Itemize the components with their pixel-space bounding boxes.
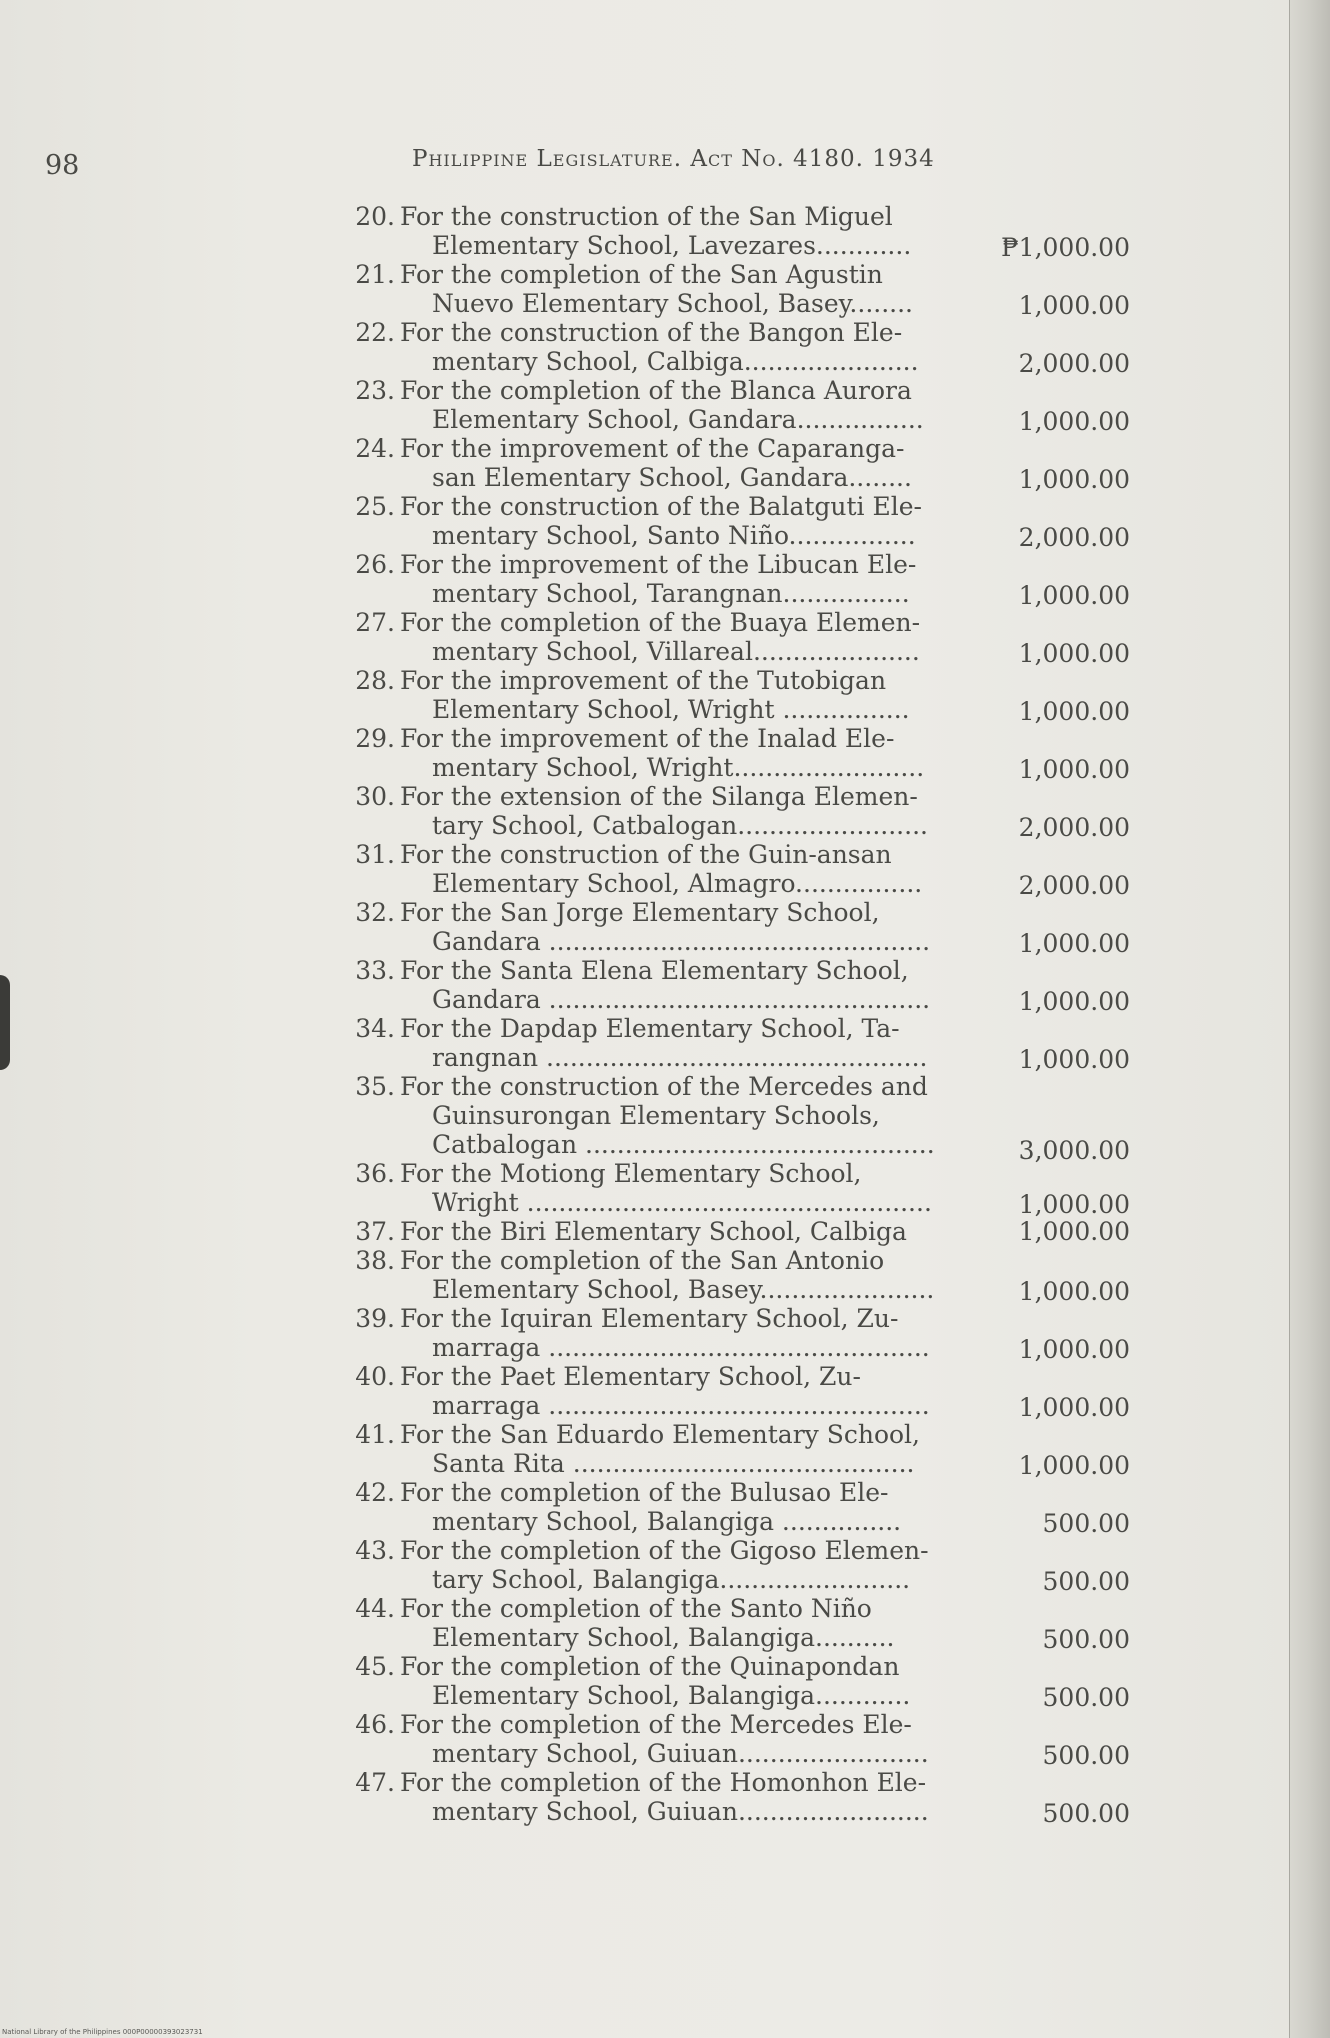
item-description-line: mentary School, Balangiga ............... [432,1507,902,1536]
item-amount: 1,000.00 [1018,1393,1130,1422]
item-amount: 1,000.00 [1018,929,1130,958]
item-amount: 500.00 [1042,1509,1130,1538]
item-description-line: For the completion of the Blanca Aurora [400,376,912,405]
item-description [400,1014,1270,1072]
item-description [400,492,1270,550]
item-description-line: For the extension of the Silanga Elemen- [400,782,918,811]
item-description [400,376,1270,434]
page-number: 98 [45,150,80,181]
item-description-line: Nuevo Elementary School, Basey........ [432,289,914,318]
scan-credit: National Library of the Philippines 000P00000393023731 [2,2028,203,2036]
item-number: 46. [355,1710,395,1739]
item-description [400,260,1270,318]
item-number: 47. [355,1768,395,1797]
item-amount: 1,000.00 [1018,1451,1130,1480]
item-description [400,1304,1270,1362]
item-number: 24. [355,434,395,463]
item-amount: 500.00 [1042,1567,1130,1596]
item-description-line: Gandara ................................................ [432,985,931,1014]
item-number: 44. [355,1594,395,1623]
item-amount: 1,000.00 [1018,639,1130,668]
item-number: 43. [355,1536,395,1565]
item-description [400,1652,1270,1710]
item-description-line: tary School, Catbalogan........................ [432,811,928,840]
item-description-line: For the construction of the Balatguti Ele- [400,492,922,521]
list-item [345,492,1130,550]
list-item [345,1362,1130,1420]
item-amount: 500.00 [1042,1741,1130,1770]
item-number: 39. [355,1304,395,1333]
item-description [400,1072,1270,1159]
item-amount: 500.00 [1042,1683,1130,1712]
item-description-line: Elementary School, Wright ................ [432,695,910,724]
item-description-line: Elementary School, Balangiga.......... [432,1623,895,1652]
list-item [345,956,1130,1014]
item-description-line: For the completion of the Santo Niño [400,1594,872,1623]
list-item [345,376,1130,434]
item-description [400,666,1270,724]
item-number: 41. [355,1420,395,1449]
item-description-line: For the completion of the Bulusao Ele- [400,1478,889,1507]
item-description-line: For the improvement of the Libucan Ele- [400,550,917,579]
item-description [400,1159,1270,1217]
item-description [400,434,1270,492]
item-description-line: Elementary School, Balangiga............ [432,1681,911,1710]
item-description-line: marraga ................................................ [432,1333,930,1362]
item-number: 33. [355,956,395,985]
item-number: 38. [355,1246,395,1275]
item-description [400,898,1270,956]
item-description-line: Guinsurongan Elementary Schools, [432,1101,880,1130]
list-item [345,318,1130,376]
item-description [400,1594,1270,1652]
item-number: 45. [355,1652,395,1681]
list-item [345,840,1130,898]
item-description-line: Elementary School, Gandara................ [432,405,924,434]
item-number: 35. [355,1072,395,1101]
item-description-line: Elementary School, Almagro................ [432,869,923,898]
list-item [345,1159,1130,1217]
item-number: 42. [355,1478,395,1507]
item-description [400,318,1270,376]
list-item [345,1768,1130,1826]
item-amount: 2,000.00 [1018,349,1130,378]
item-number: 22. [355,318,395,347]
item-description-line: mentary School, Calbiga...................... [432,347,919,376]
item-description [400,1217,1270,1246]
item-description-line: For the completion of the Buaya Elemen- [400,608,921,637]
item-amount: 1,000.00 [1018,407,1130,436]
item-amount: 2,000.00 [1018,523,1130,552]
item-description-line: tary School, Balangiga........................ [432,1565,911,1594]
item-amount: 1,000.00 [1018,1277,1130,1306]
item-number: 29. [355,724,395,753]
item-description [400,550,1270,608]
item-description-line: Elementary School, Lavezares............ [432,231,912,260]
item-description-line: For the improvement of the Tutobigan [400,666,887,695]
item-description-line: For the construction of the Guin-ansan [400,840,892,869]
list-item [345,1072,1130,1165]
item-description-line: For the construction of the Bangon Ele- [400,318,903,347]
scan-shadow-mark [0,975,10,1070]
list-item [345,782,1130,840]
list-item [345,1420,1130,1478]
item-number: 26. [355,550,395,579]
list-item [345,1014,1130,1072]
item-description [400,1768,1270,1826]
item-description [400,1710,1270,1768]
item-amount: 1,000.00 [1018,291,1130,320]
item-description-line: For the Iquiran Elementary School, Zu- [400,1304,899,1333]
item-description [400,608,1270,666]
item-description-line: Santa Rita ........................................... [432,1449,915,1478]
list-item [345,1478,1130,1536]
item-description [400,1420,1270,1478]
item-description-line: For the completion of the Gigoso Elemen- [400,1536,929,1565]
item-description [400,1536,1270,1594]
item-amount: 2,000.00 [1018,813,1130,842]
item-number: 25. [355,492,395,521]
item-description-line: For the completion of the Quinapondan [400,1652,900,1681]
list-item [345,1710,1130,1768]
item-description-line: mentary School, Villareal..................... [432,637,920,666]
list-item [345,1246,1130,1304]
item-description-line: For the Santa Elena Elementary School, [400,956,909,985]
item-description-line: For the completion of the San Agustin [400,260,883,289]
item-description-line: For the Motiong Elementary School, [400,1159,862,1188]
item-amount: 1,000.00 [1018,581,1130,610]
list-item [345,550,1130,608]
item-number: 27. [355,608,395,637]
item-number: 23. [355,376,395,405]
item-amount: 3,000.00 [1018,1136,1130,1165]
item-description [400,724,1270,782]
list-item [345,434,1130,492]
page-edge [1290,0,1330,2038]
item-description-line: mentary School, Santo Niño................ [432,521,916,550]
item-amount: 1,000.00 [1018,465,1130,494]
item-amount: 1,000.00 [1018,1335,1130,1364]
list-item [345,608,1130,666]
item-description-line: For the San Jorge Elementary School, [400,898,880,927]
item-description [400,1246,1270,1304]
item-number: 31. [355,840,395,869]
item-description-line: For the Biri Elementary School, Calbiga [400,1217,907,1246]
item-description-line: marraga ................................................ [432,1391,930,1420]
item-description-line: Gandara ................................................ [432,927,931,956]
list-item [345,202,1130,260]
item-amount: ₱1,000.00 [1001,233,1130,262]
item-description-line: For the improvement of the Caparanga- [400,434,905,463]
item-description-line: For the completion of the Homonhon Ele- [400,1768,927,1797]
running-head: Philippine Legislature. Act No. 4180. 1934 [412,146,935,172]
item-description-line: mentary School, Guiuan........................ [432,1797,929,1826]
list-item [345,724,1130,782]
item-amount: 1,000.00 [1018,755,1130,784]
item-number: 40. [355,1362,395,1391]
item-description-line: For the improvement of the Inalad Ele- [400,724,895,753]
item-description-line: For the construction of the Mercedes and [400,1072,928,1101]
item-amount: 1,000.00 [1018,1045,1130,1074]
list-item [345,1594,1130,1652]
item-description-line: san Elementary School, Gandara........ [432,463,912,492]
item-description-line: Catbalogan ............................................ [432,1130,935,1159]
item-number: 21. [355,260,395,289]
item-description-line: For the construction of the San Miguel [400,202,893,231]
item-amount: 1,000.00 [1018,1190,1130,1219]
item-number: 34. [355,1014,395,1043]
item-description-line: mentary School, Wright........................ [432,753,925,782]
item-description-line: For the completion of the Mercedes Ele- [400,1710,912,1739]
item-description-line: For the San Eduardo Elementary School, [400,1420,920,1449]
item-amount: 500.00 [1042,1799,1130,1828]
item-description-line: rangnan ................................................ [432,1043,928,1072]
item-description-line: Wright ................................................... [432,1188,932,1217]
item-description-line: For the Dapdap Elementary School, Ta- [400,1014,900,1043]
list-item [345,1217,1130,1246]
item-description [400,1478,1270,1536]
item-number: 37. [355,1217,395,1246]
item-amount: 2,000.00 [1018,871,1130,900]
item-description [400,840,1270,898]
item-description [400,202,1270,260]
list-item [345,260,1130,318]
item-description-line: mentary School, Tarangnan................ [432,579,910,608]
list-item [345,666,1130,724]
item-amount: 500.00 [1042,1625,1130,1654]
list-item [345,1304,1130,1362]
list-item [345,1652,1130,1710]
item-number: 20. [355,202,395,231]
item-description-line: Elementary School, Basey...................... [432,1275,935,1304]
item-description-line: For the Paet Elementary School, Zu- [400,1362,861,1391]
item-amount: 1,000.00 [1018,697,1130,726]
item-number: 30. [355,782,395,811]
item-description [400,956,1270,1014]
item-description-line: For the completion of the San Antonio [400,1246,885,1275]
item-description [400,782,1270,840]
item-amount: 1,000.00 [1018,987,1130,1016]
list-item [345,898,1130,956]
list-item [345,1536,1130,1594]
item-number: 36. [355,1159,395,1188]
appropriation-list [345,202,1130,1826]
item-number: 28. [355,666,395,695]
item-number: 32. [355,898,395,927]
item-description-line: mentary School, Guiuan........................ [432,1739,929,1768]
item-description [400,1362,1270,1420]
item-amount: 1,000.00 [1018,1217,1130,1246]
